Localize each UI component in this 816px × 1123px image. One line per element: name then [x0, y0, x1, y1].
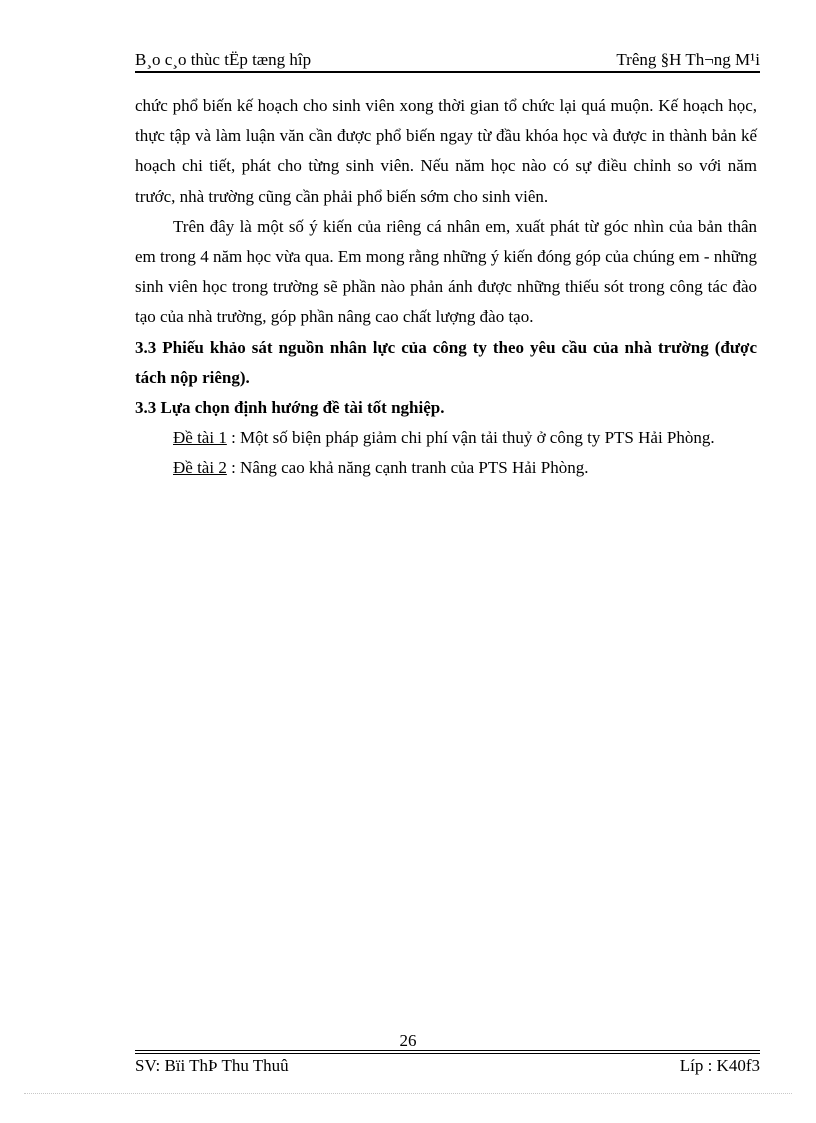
section-heading: 3.3 Lựa chọn định hướng đề tài tốt nghiệp. — [135, 398, 445, 418]
footer-divider — [135, 1050, 760, 1051]
header-report-title: B¸o c¸o thùc tËp tæng hîp — [135, 50, 312, 69]
page-number: 26 — [399, 1031, 417, 1050]
body-paragraph: Trên đây là một số ý kiến của riêng cá nhân em, xuất phát từ góc nhìn của bản thân em trong 4 năm học vừa qua. Em mong rằng những ý kiến đóng góp của chúng em - những sinh viên học trong trường sẽ phần nào phản ánh được những thiếu sót trong công tác đào tạo của nhà trường, góp phần nâng cao chất lượng đào tạo. — [135, 216, 757, 327]
topic-label: Đề tài 1 — [173, 428, 227, 448]
topic-item — [135, 423, 757, 453]
topic-label: Đề tài 2 — [173, 458, 227, 478]
page-footer — [135, 1056, 760, 1078]
topic-description: : Một số biện pháp giảm chi phí vận tải thuỷ ở công ty PTS Hải Phòng. — [226, 428, 715, 448]
body-paragraph: chức phổ biến kế hoạch cho sinh viên xong thời gian tổ chức lại quá muộn. Kế hoạch học, thực tập và làm luận văn cần được phổ biến ngay từ đầu khóa học và được in thành bản kế hoạch chi tiết, phát cho từng sinh viên. Nếu năm học nào có sự điều chỉnh so với năm trước, nhà trường cũng cần phải phổ biến sớm cho sinh viên. — [135, 96, 757, 206]
topic-item — [135, 453, 757, 483]
section-heading: 3.3 Phiếu khảo sát nguồn nhân lực của công ty theo yêu cầu của nhà trường (được tách nộp riêng). — [135, 337, 757, 387]
page-bottom-edge — [24, 1093, 792, 1094]
header-university-name: Trêng §H Th¬ng M¹i — [616, 50, 760, 69]
footer-student-name: SV: Bïi ThÞ Thu Thuû — [135, 1056, 289, 1075]
page-header — [135, 48, 760, 70]
header-divider — [135, 71, 760, 73]
document-body — [135, 91, 757, 484]
footer-divider — [135, 1053, 760, 1054]
topic-description: : Nâng cao khả năng cạnh tranh của PTS Hải Phòng. — [226, 458, 589, 478]
footer-class-code: Líp : K40f3 — [679, 1056, 760, 1075]
